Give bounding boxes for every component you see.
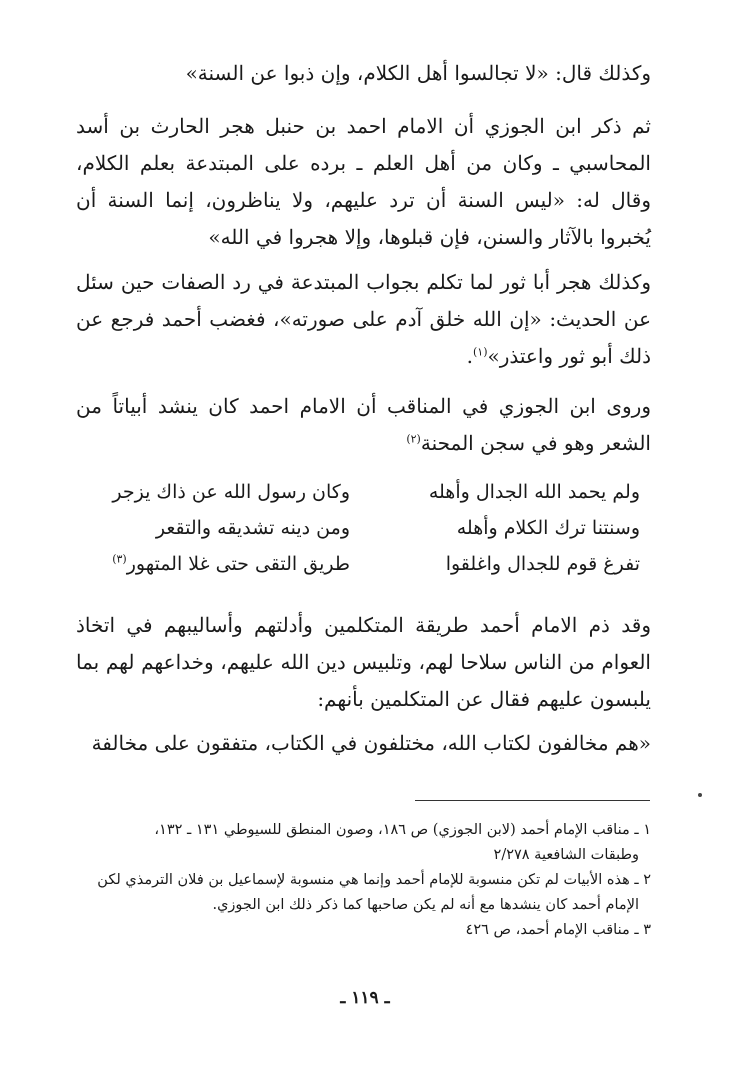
footnote-1: ١ ـ مناقب الإمام أحمد (لابن الجوزي) ص ١٨٦، وصون المنطق للسيوطي ١٣١ ـ ١٣٢،	[154, 822, 651, 838]
poem-verse	[100, 510, 640, 546]
poem-verse	[100, 546, 640, 582]
paragraph-1	[76, 55, 651, 92]
footnote-3: ٣ ـ مناقب الإمام أحمد، ص ٤٢٦	[465, 922, 651, 938]
footnotes	[76, 818, 651, 943]
footnote-marker-2: (٢)	[406, 432, 421, 446]
footnote-2: ٢ ـ هذه الأبيات لم تكن منسوبة للإمام أحمد وإنما هي منسوبة لإسماعيل بن فلان الترمذي لكن	[97, 872, 651, 888]
paragraph-2-text: ثم ذكر ابن الجوزي أن الامام احمد بن حنبل هجر الحارث بن أسد المحاسبي ـ وكان من أهل العلم ـ برده على المبتدعة بعلم الكلام، وقال له: «ليس السنة أن ترد عليهم، ولا يناظرون، إنما السنة أن يُخبروا بالآثار والسنن، فإن قبلوها، وإلا هجروا في الله»	[76, 114, 651, 249]
footnote-1-continued: وطبقات الشافعية ٢/٢٧٨	[493, 847, 639, 863]
paragraph-3-text: وكذلك هجر أبا ثور لما تكلم بجواب المبتدعة في رد الصفات حين سئل عن الحديث: «إن الله خلق آدم على صورته»، فغضب أحمد فرجع عن ذلك أبو ثور واعتذر»	[76, 270, 651, 368]
poem-verse	[100, 474, 640, 510]
footnote-divider	[415, 800, 650, 801]
page-number: ـ ١١٩ ـ	[340, 988, 390, 1008]
paragraph-1-text: وكذلك قال: «لا تجالسوا أهل الكلام، وإن ذبوا عن السنة»	[185, 61, 651, 85]
poem-hemistich-first: تفرغ قوم للجدال واغلقوا	[445, 553, 640, 575]
paragraph-6	[76, 725, 651, 762]
footnote-2-continued: الإمام أحمد كان ينشدها مع أنه لم يكن صاحبها كما ذكر ذلك ابن الجوزي.	[212, 897, 639, 913]
poem	[100, 474, 640, 582]
poem-hemistich-second: ومن دينه تشديقه والتقعر	[155, 517, 350, 539]
paragraph-5-text: وقد ذم الامام أحمد طريقة المتكلمين وأدلتهم وأساليبهم في اتخاذ العوام من الناس سلاحا لهم، وتلبيس دين الله عليهم، وخداعهم لهم بما يلبسون عليهم فقال عن المتكلمين بأنهم:	[76, 613, 651, 711]
paragraph-4	[76, 388, 651, 462]
poem-hemistich-second	[100, 546, 350, 582]
paragraph-5	[76, 607, 651, 718]
poem-hemistich-first: ولم يحمد الله الجدال وأهله	[428, 481, 640, 503]
paragraph-2	[76, 108, 651, 256]
footnote-marker-1: (١)	[472, 345, 488, 359]
poem-hemistich-second-text: طريق التقى حتى غلا المتهور	[126, 553, 350, 575]
scan-speck	[698, 793, 702, 797]
poem-hemistich-first: وسنتنا ترك الكلام وأهله	[456, 517, 640, 539]
paragraph-3: وكذلك هجر أبا ثور لما تكلم بجواب المبتدعة في رد الصفات حين سئل عن الحديث: «إن الله خلق آدم على صورته»، فغضب أحمد فرجع عن ذلك أبو ثور واعتذر»$^{(١)}$.	[76, 270, 651, 368]
paragraph-4-text: وروى ابن الجوزي في المناقب أن الامام احمد كان ينشد أبياتاً من الشعر وهو في سجن المحنة	[76, 394, 651, 455]
poem-hemistich-second: وكان رسول الله عن ذاك يزجر	[112, 481, 350, 503]
footnote-marker-3: (٣)	[112, 552, 127, 566]
paragraph-6-text: «هم مخالفون لكتاب الله، مختلفون في الكتاب، متفقون على مخالفة	[91, 731, 651, 755]
